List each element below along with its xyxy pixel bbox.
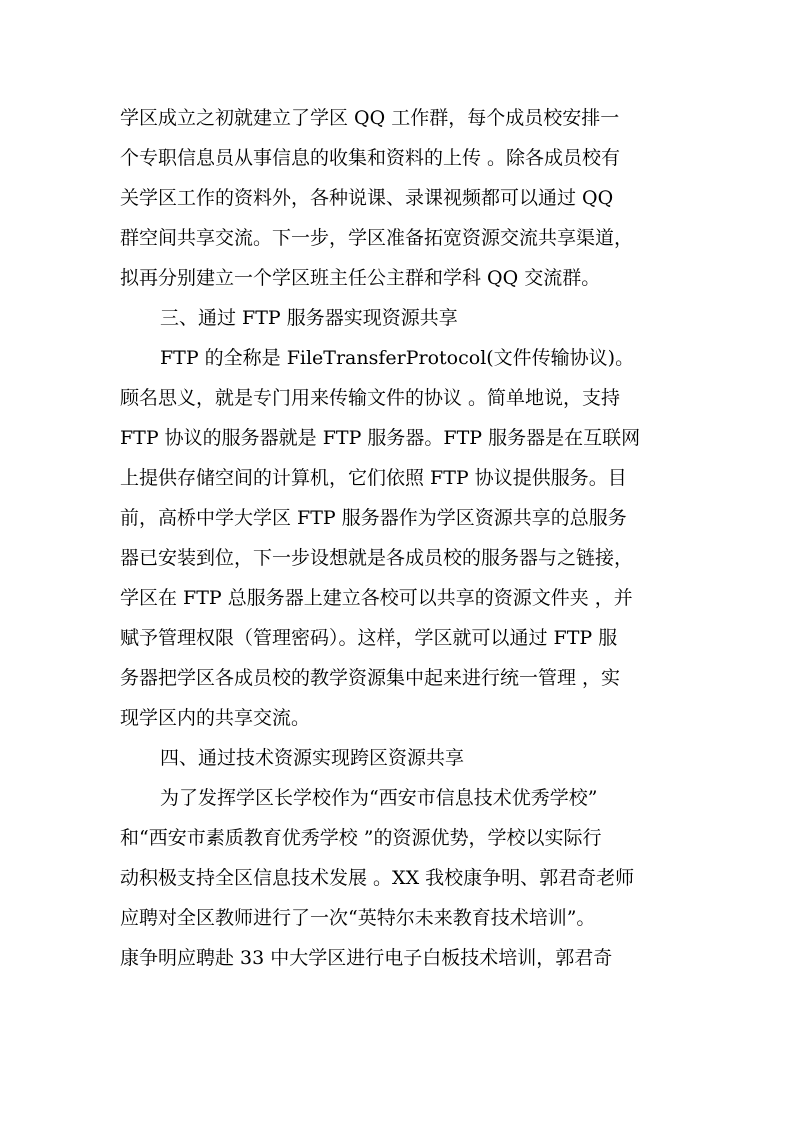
text-line: 群空间共享交流。下一步，学区准备拓宽资源交流共享渠道， [120, 227, 634, 249]
text-line: 学区在 FTP 总服务器上建立各校可以共享的资源文件夹 ，并 [120, 587, 633, 609]
text-line: 器已安装到位，下一步设想就是各成员校的服务器与之链接， [120, 547, 634, 569]
text-line: 应聘对全区教师进行了一次“英特尔未来教育技术培训”。 [120, 907, 596, 929]
text-line: 拟再分别建立一个学区班主任公主群和学科 QQ 交流群。 [120, 267, 601, 289]
text-line: 务器把学区各成员校的教学资源集中起来进行统一管理 ，实 [120, 667, 621, 689]
text-line: FTP 协议的服务器就是 FTP 服务器。FTP 服务器是在互联网 [120, 427, 641, 449]
text-line: 个专职信息员从事信息的收集和资料的上传 。除各成员校有 [120, 147, 621, 169]
text-line: 前，高桥中学大学区 FTP 服务器作为学区资源共享的总服务 [120, 507, 627, 529]
text-line: FTP 的全称是 FileTransferProtocol(文件传输协议)。 [160, 347, 635, 369]
text-line: 赋予管理权限（管理密码）。这样，学区就可以通过 FTP 服 [120, 627, 618, 649]
text-line: 康争明应聘赴 33 中大学区进行电子白板技术培训，郭君奇 [120, 947, 613, 969]
text-line: 学区成立之初就建立了学区 QQ 工作群，每个成员校安排一 [120, 107, 620, 129]
text-line: 现学区内的共享交流。 [120, 707, 311, 729]
text-line: 顾名思义，就是专门用来传输文件的协议 。简单地说，支持 [120, 387, 621, 409]
document-body [120, 98, 685, 978]
text-line: 动积极支持全区信息技术发展 。XX 我校康争明、郭君奇老师 [120, 867, 635, 889]
text-line: 上提供存储空间的计算机，它们依照 FTP 协议提供服务。目 [120, 467, 627, 489]
text-line: 和“西安市素质教育优秀学校 ”的资源优势，学校以实际行 [120, 827, 602, 849]
section-heading: 三、通过 FTP 服务器实现资源共享 [160, 307, 458, 329]
section-heading: 四、通过技术资源实现跨区资源共享 [160, 747, 465, 769]
text-line: 为了发挥学区长学校作为“西安市信息技术优秀学校” [160, 787, 598, 809]
text-line: 关学区工作的资料外，各种说课、录课视频都可以通过 QQ [120, 187, 614, 209]
